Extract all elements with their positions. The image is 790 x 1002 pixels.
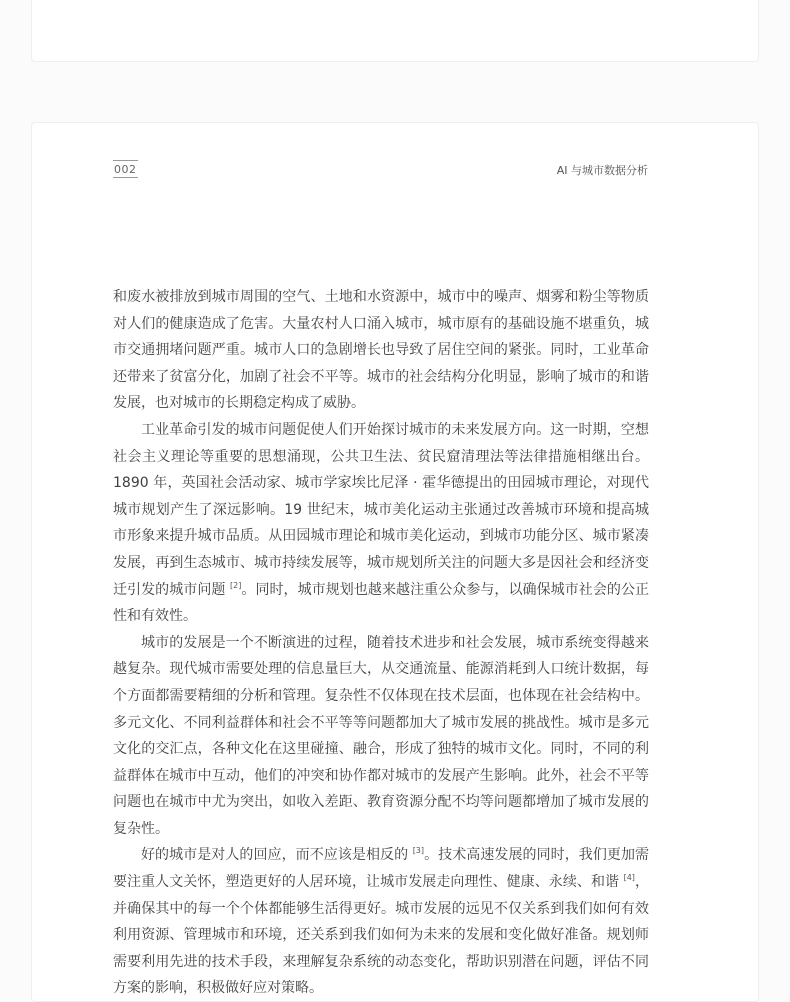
paragraph-1: 和废水被排放到城市周围的空气、土地和水资源中，城市中的噪声、烟雾和粉尘等物质对人们的健康造成了危害。大量农村人口涌入城市，城市原有的基础设施不堪重负，城市交通拥堵问题严重。城市人口的急剧增长也导致了居住空间的紧张。同时，工业革命还带来了贫富分化，加剧了社会不平等。城市的社会结构分化明显，影响了城市的和谐发展，也对城市的长期稳定构成了威胁。	[113, 289, 649, 412]
previous-page-card	[31, 0, 759, 62]
citation-2[interactable]: [2]	[229, 580, 242, 590]
paragraph-3: 城市的发展是一个不断演进的过程，随着技术进步和社会发展，城市系统变得越来越复杂。现代城市需要处理的信息量巨大，从交通流量、能源消耗到人口统计数据，每个方面都需要精细的分析和管理。复杂性不仅体现在技术层面，也体现在社会结构中。多元文化、不同利益群体和社会不平等等问题都加大了城市发展的挑战性。城市是多元文化的交汇点，各种文化在这里碰撞、融合，形成了独特的城市文化。同时，不同的利益群体在城市中互动，他们的冲突和协作都对城市的发展产生影响。此外，社会不平等问题也在城市中尤为突出，如收入差距、教育资源分配不均等问题都增加了城市发展的复杂性。	[113, 634, 649, 837]
citation-3[interactable]: [3]	[412, 846, 425, 856]
citation-4[interactable]: [4]	[623, 873, 635, 883]
running-head: AI 与城市数据分析	[556, 164, 648, 177]
body-text	[113, 284, 649, 1002]
paragraph-4: 好的城市是对人的回应，而不应该是相反的 [3]。技术高速发展的同时，我们更加需要注重人文关怀，塑造更好的人居环境，让城市发展走向理性、健康、永续、和谐 [4]，并确保其中的每一个个体都能够生活得更好。城市发展的远见不仅关系到我们如何有效利用资源、管理城市和环境，还关系到我们如何为未来的发展和变化做好准备。规划师需要利用先进的技术手段，来理解复杂系统的动态变化，帮助识别潜在问题，评估不同方案的影响，积极做好应对策略。	[113, 846, 650, 997]
paragraph-2: 工业革命引发的城市问题促使人们开始探讨城市的未来发展方向。这一时期，空想社会主义理论等重要的思想涌现，公共卫生法、贫民窟清理法等法律措施相继出台。1890 年，英国社会活动家、城市学家埃比尼泽 · 霍华德提出的田园城市理论，对现代城市规划产生了深远影响。19 世纪末，城市美化运动主张通过改善城市环境和提高城市形象来提升城市品质。从田园城市理论和城市美化运动，到城市功能分区、城市紧凑发展，再到生态城市、城市持续发展等，城市规划所关注的问题大多是因社会和经济变迁引发的城市问题 [2]。同时，城市规划也越来越注重公众参与，以确保城市社会的公正性和有效性。	[113, 421, 650, 625]
page-number: 002	[113, 160, 138, 178]
